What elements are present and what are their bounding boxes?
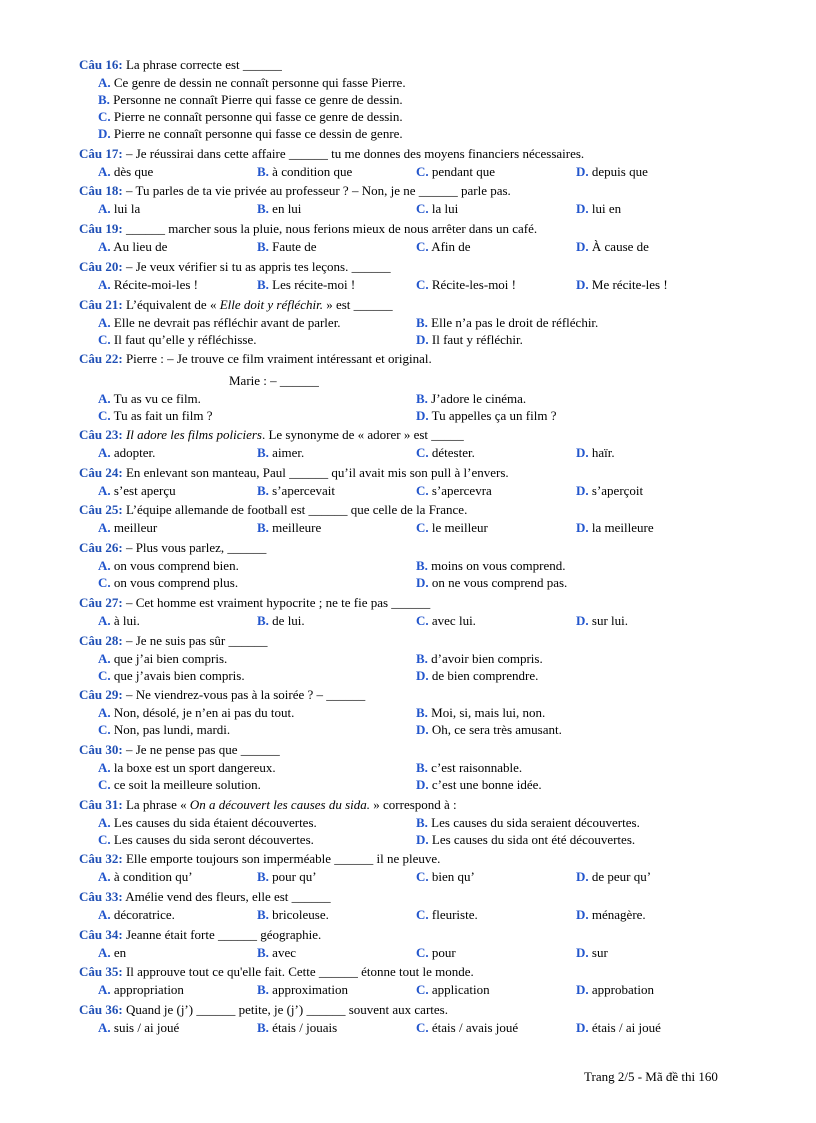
- option-c: C. pour: [416, 945, 456, 960]
- option-b: B. aimer.: [257, 445, 305, 460]
- option-d: D. À cause de: [576, 239, 649, 254]
- question-stem: – Ne viendrez-vous pas à la soirée ? – ______: [125, 687, 366, 702]
- question-33: [79, 888, 759, 923]
- question-stem: Pierre : – Je trouve ce film vraiment intéressant et original.: [125, 351, 432, 366]
- question-number: Câu 33:: [79, 889, 123, 904]
- option-d: D. c’est une bonne idée.: [416, 777, 542, 792]
- option-d: D. Oh, ce sera très amusant.: [416, 722, 562, 737]
- question-stem: La phrase « On a découvert les causes du sida. » correspond à :: [125, 797, 457, 812]
- option-b: B. c’est raisonnable.: [416, 760, 523, 775]
- question-stem: La phrase correcte est ______: [125, 57, 282, 72]
- option-b: B. en lui: [257, 201, 302, 216]
- question-stem: Jeanne était forte ______ géographie.: [125, 927, 322, 942]
- option-b: B. approximation: [257, 982, 348, 997]
- option-d: D. de bien comprendre.: [416, 668, 539, 683]
- option-c: C. avec lui.: [416, 613, 476, 628]
- option-a: A. à lui.: [98, 613, 140, 628]
- option-b: B. d’avoir bien compris.: [416, 651, 543, 666]
- option-c: C. Récite-les-moi !: [416, 277, 516, 292]
- question-number: Câu 24:: [79, 465, 123, 480]
- question-25: [79, 501, 759, 536]
- option-b: B. Elle n’a pas le droit de réfléchir.: [416, 315, 599, 330]
- question-stem: – Je ne suis pas sûr ______: [125, 633, 268, 648]
- option-text: Pierre ne connaît personne qui fasse ce dessin de genre.: [113, 126, 403, 141]
- option-text: Ce genre de dessin ne connaît personne qui fasse Pierre.: [113, 75, 406, 90]
- question-stem: En enlevant son manteau, Paul ______ qu’il avait mis son pull à l’envers.: [125, 465, 509, 480]
- option-b: B. Les récite-moi !: [257, 277, 356, 292]
- option-d: D. Les causes du sida ont été découvertes.: [416, 832, 636, 847]
- question-number: Câu 25:: [79, 502, 123, 517]
- question-stem: – Je réussirai dans cette affaire ______ tu me donnes des moyens financiers nécessaires.: [125, 146, 585, 161]
- question-number: Câu 23:: [79, 427, 123, 442]
- question-30: [79, 741, 759, 793]
- option-b: B. pour qu’: [257, 869, 317, 884]
- option-a: A. à condition qu’: [98, 869, 193, 884]
- option-b: B. meilleure: [257, 520, 322, 535]
- option-b: B. à condition que: [257, 164, 353, 179]
- question-35: [79, 963, 759, 998]
- option-c: C. Les causes du sida seront découvertes.: [98, 832, 314, 847]
- option-a: A. en: [98, 945, 127, 960]
- option-b: B. bricoleuse.: [257, 907, 329, 922]
- option-d: D. sur: [576, 945, 608, 960]
- question-stem: Quand je (j’) ______ petite, je (j’) ______ souvent aux cartes.: [125, 1002, 448, 1017]
- option-a: A. Les causes du sida étaient découvertes.: [98, 815, 317, 830]
- question-stem: – Tu parles de ta vie privée au professeur ? – Non, je ne ______ parle pas.: [125, 183, 511, 198]
- option-d: D. on ne vous comprend pas.: [416, 575, 568, 590]
- option-letter: A.: [98, 75, 111, 90]
- question-number: Câu 30:: [79, 742, 123, 757]
- option-c: C. que j’avais bien compris.: [98, 668, 245, 683]
- question-number: Câu 35:: [79, 964, 123, 979]
- option-d: D. de peur qu’: [576, 869, 652, 884]
- question-stem: ______ marcher sous la pluie, nous ferions mieux de nous arrêter dans un café.: [125, 221, 538, 236]
- question-stem-reply: Marie : – ______: [229, 373, 319, 388]
- question-28: [79, 632, 759, 684]
- option-c: C. Non, pas lundi, mardi.: [98, 722, 231, 737]
- option-a: A. Récite-moi-les !: [98, 277, 198, 292]
- option-d: D. Il faut y réfléchir.: [416, 332, 523, 347]
- option-d: D. haïr.: [576, 445, 615, 460]
- option-a: A. adopter.: [98, 445, 156, 460]
- option-c: C. détester.: [416, 445, 475, 460]
- page-footer: Trang 2/5 - Mã đề thi 160: [584, 1069, 718, 1084]
- option-d: D. Me récite-les !: [576, 277, 668, 292]
- question-stem: Amélie vend des fleurs, elle est ______: [125, 889, 331, 904]
- question-stem: Elle emporte toujours son imperméable ______ il ne pleuve.: [125, 851, 441, 866]
- option-b: B. moins on vous comprend.: [416, 558, 566, 573]
- option-d: D. depuis que: [576, 164, 648, 179]
- option-a: A. que j’ai bien compris.: [98, 651, 228, 666]
- option-b: B. avec: [257, 945, 296, 960]
- question-stem: Il adore les films policiers. Le synonyme de « adorer » est _____: [125, 427, 464, 442]
- option-a: A. la boxe est un sport dangereux.: [98, 760, 276, 775]
- question-number: Câu 19:: [79, 221, 123, 236]
- option-a: A. Non, désolé, je n’en ai pas du tout.: [98, 705, 295, 720]
- question-34: [79, 926, 759, 961]
- option-b: B. Moi, si, mais lui, non.: [416, 705, 546, 720]
- question-number: Câu 22:: [79, 351, 123, 366]
- option-d: D. ménagère.: [576, 907, 646, 922]
- question-number: Câu 34:: [79, 927, 123, 942]
- question-stem: Il approuve tout ce qu'elle fait. Cette ______ étonne tout le monde.: [125, 964, 474, 979]
- option-a: A. on vous comprend bien.: [98, 558, 239, 573]
- question-number: Câu 16:: [79, 57, 123, 72]
- option-a: A. suis / ai joué: [98, 1020, 180, 1035]
- question-24: [79, 464, 759, 499]
- option-a: A. s’est aperçu: [98, 483, 176, 498]
- option-c: C. ce soit la meilleure solution.: [98, 777, 261, 792]
- question-number: Câu 26:: [79, 540, 123, 555]
- option-text: Personne ne connaît Pierre qui fasse ce genre de dessin.: [113, 92, 403, 107]
- question-21: [79, 296, 759, 348]
- option-letter: C.: [98, 109, 111, 124]
- question-stem: – Plus vous parlez, ______: [125, 540, 267, 555]
- question-18: [79, 182, 759, 217]
- option-d: D. Tu appelles ça un film ?: [416, 408, 557, 423]
- question-stem: – Cet homme est vraiment hypocrite ; ne te fie pas ______: [125, 595, 431, 610]
- option-a: A. Au lieu de: [98, 239, 168, 254]
- question-number: Câu 31:: [79, 797, 123, 812]
- option-b: B. s’apercevait: [257, 483, 335, 498]
- question-23: [79, 426, 759, 461]
- option-a: A. Elle ne devrait pas réfléchir avant de parler.: [98, 315, 341, 330]
- question-27: [79, 594, 759, 629]
- option-b: B. J’adore le cinéma.: [416, 391, 527, 406]
- question-32: [79, 850, 759, 885]
- option-b: B. étais / jouais: [257, 1020, 338, 1035]
- question-number: Câu 32:: [79, 851, 123, 866]
- option-c: C. étais / avais joué: [416, 1020, 519, 1035]
- question-26: [79, 539, 759, 591]
- option-a: A. décoratrice.: [98, 907, 175, 922]
- question-19: [79, 220, 759, 255]
- option-a: A. meilleur: [98, 520, 158, 535]
- option-c: C. s’apercevra: [416, 483, 492, 498]
- option-c: C. Afin de: [416, 239, 471, 254]
- question-stem: L’équipe allemande de football est ______ que celle de la France.: [125, 502, 468, 517]
- option-c: C. Il faut qu’elle y réfléchisse.: [98, 332, 257, 347]
- question-number: Câu 29:: [79, 687, 123, 702]
- question-stem: – Je veux vérifier si tu as appris tes leçons. ______: [125, 259, 391, 274]
- option-d: D. s’aperçoit: [576, 483, 644, 498]
- option-c: C. la lui: [416, 201, 459, 216]
- question-stem: L’équivalent de « Elle doit y réfléchir. » est ______: [125, 297, 393, 312]
- option-a: A. Tu as vu ce film.: [98, 391, 201, 406]
- option-b: B. Faute de: [257, 239, 317, 254]
- option-letter: D.: [98, 126, 111, 141]
- question-29: [79, 686, 759, 738]
- question-stem: – Je ne pense pas que ______: [125, 742, 280, 757]
- question-number: Câu 28:: [79, 633, 123, 648]
- option-c: C. bien qu’: [416, 869, 475, 884]
- question-number: Câu 20:: [79, 259, 123, 274]
- question-number: Câu 17:: [79, 146, 123, 161]
- option-c: C. fleuriste.: [416, 907, 478, 922]
- question-17: [79, 145, 759, 180]
- option-text: Pierre ne connaît personne qui fasse ce genre de dessin.: [113, 109, 403, 124]
- option-a: A. lui la: [98, 201, 141, 216]
- option-b: B. de lui.: [257, 613, 305, 628]
- question-20: [79, 258, 759, 293]
- question-16: [79, 56, 759, 142]
- option-d: D. étais / ai joué: [576, 1020, 661, 1035]
- option-a: A. dès que: [98, 164, 154, 179]
- question-22: [79, 350, 759, 424]
- option-c: C. le meilleur: [416, 520, 488, 535]
- option-letter: B.: [98, 92, 110, 107]
- question-number: Câu 36:: [79, 1002, 123, 1017]
- question-number: Câu 27:: [79, 595, 123, 610]
- question-number: Câu 18:: [79, 183, 123, 198]
- option-b: B. Les causes du sida seraient découvertes.: [416, 815, 640, 830]
- question-36: [79, 1001, 759, 1036]
- option-d: D. approbation: [576, 982, 654, 997]
- option-c: C. application: [416, 982, 490, 997]
- question-number: Câu 21:: [79, 297, 123, 312]
- option-c: C. on vous comprend plus.: [98, 575, 239, 590]
- option-d: D. lui en: [576, 201, 622, 216]
- option-d: D. la meilleure: [576, 520, 654, 535]
- option-a: A. appropriation: [98, 982, 184, 997]
- option-d: D. sur lui.: [576, 613, 629, 628]
- option-c: C. pendant que: [416, 164, 496, 179]
- option-c: C. Tu as fait un film ?: [98, 408, 213, 423]
- question-31: [79, 796, 759, 848]
